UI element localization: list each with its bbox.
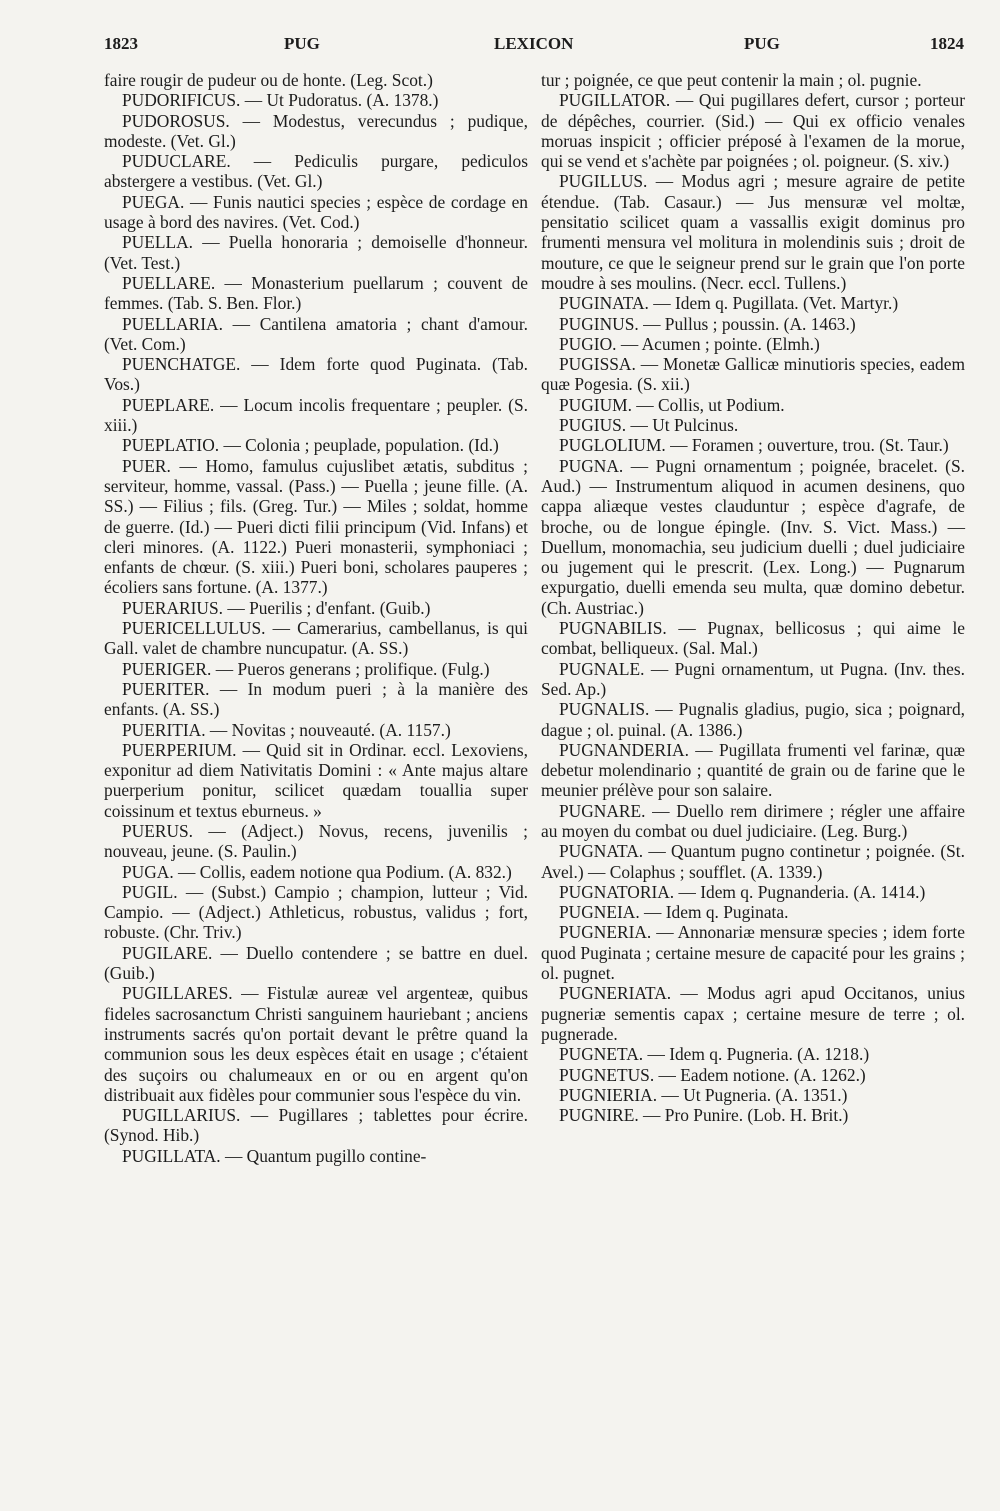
dictionary-entry: PUDOROSUS. — Modestus, verecundus ; pudique, modeste. (Vet. Gl.) bbox=[104, 110, 528, 151]
dictionary-entry: PUELLARE. — Monasterium puellarum ; couvent de femmes. (Tab. S. Ben. Flor.) bbox=[104, 272, 528, 314]
dictionary-entry: PUGILLATA. — Quantum pugillo contine- bbox=[122, 1145, 427, 1166]
dictionary-entry: PUGILLARES. — Fistulæ aureæ vel argenteæ, quibus fideles sacrosanctum Christi sanguinem hauriebant ; anciens instruments sacrés qu'on portait devant le prêtre quand la communion sous les deux espèces était en usage ; c'étaient des suçoirs ou chalumeaux en or ou en argent qu'on distribuait aux fidèles pour communier sous l'espèce du vin. bbox=[104, 983, 528, 1105]
dictionary-entry: PUGNETA. — Idem q. Pugneria. (A. 1218.) bbox=[559, 1044, 870, 1065]
dictionary-entry: PUELLA. — Puella honoraria ; demoiselle d'honneur. (Vet. Test.) bbox=[104, 232, 528, 273]
dictionary-entry: PUERIGER. — Pueros generans ; prolifique. (Fulg.) bbox=[122, 658, 490, 679]
dictionary-entry: PUERARIUS. — Puerilis ; d'enfant. (Guib.) bbox=[122, 597, 431, 618]
dictionary-entry: PUGA. — Collis, eadem notione qua Podium. (A. 832.) bbox=[122, 861, 512, 882]
dictionary-entry: PUGIL. — (Subst.) Campio ; champion, lutteur ; Vid. Campio. — (Adject.) Athleticus, robustus, validus ; fort, robuste. (Chr. Triv.) bbox=[104, 881, 528, 943]
dictionary-entry: PUGNEIA. — Idem q. Puginata. bbox=[559, 902, 789, 923]
dictionary-entry: tur ; poignée, ce que peut contenir la main ; ol. pugnie. bbox=[541, 70, 922, 90]
dictionary-entry: PUENCHATGE. — Idem forte quod Puginata. (Tab. Vos.) bbox=[104, 354, 528, 395]
dictionary-entry: PUGLOLIUM. — Foramen ; ouverture, trou. (St. Taur.) bbox=[559, 435, 949, 456]
dictionary-entry: PUELLARIA. — Cantilena amatoria ; chant d'amour. (Vet. Com.) bbox=[104, 313, 528, 354]
dictionary-entry: PUGNERIA. — Annonariæ mensuræ species ; idem forte quod Puginata ; certaine mesure de capacité pour les grains ; ol. pugnet. bbox=[541, 922, 965, 984]
guide-word-left: PUG bbox=[284, 34, 320, 53]
left-column bbox=[104, 70, 528, 1166]
dictionary-entry: PUGINATA. — Idem q. Pugillata. (Vet. Martyr.) bbox=[559, 293, 899, 314]
dictionary-entry: PUDORIFICUS. — Ut Pudoratus. (A. 1378.) bbox=[122, 90, 439, 111]
dictionary-entry: PUGNALE. — Pugni ornamentum, ut Pugna. (Inv. thes. Sed. Ap.) bbox=[541, 658, 965, 699]
dictionary-entry: PUGNABILIS. — Pugnax, bellicosus ; qui aime le combat, belliqueux. (Sal. Mal.) bbox=[541, 618, 965, 659]
dictionary-entry: PUGILLATOR. — Qui pugillares defert, cursor ; porteur de dépêches, courrier. (Sid.) — Qui ex officio venales moruas inspicit ; officier préposé à l'examen de la morue, qui se vend et s'achète par poignées ; ol. poigneur. (S. xiv.) bbox=[541, 90, 965, 172]
dictionary-entry: PUGIUS. — Ut Pulcinus. bbox=[559, 415, 739, 436]
dictionary-entry: PUERITER. — In modum pueri ; à la manière des enfants. (A. SS.) bbox=[104, 678, 528, 720]
running-header bbox=[104, 34, 964, 60]
dictionary-entry: PUERUS. — (Adject.) Novus, recens, juvenilis ; nouveau, jeune. (S. Paulin.) bbox=[104, 820, 528, 862]
right-column bbox=[541, 70, 965, 1125]
running-title: LEXICON bbox=[494, 34, 574, 53]
guide-word-right: PUG bbox=[744, 34, 780, 53]
dictionary-entry: PUGNA. — Pugni ornamentum ; poignée, bracelet. (S. Aud.) — Instrumentum aliquod in acumen desinens, quo cappa aliæque vestes clauduntur ; espèce d'agrafe, de broche, ou de longue épingle. (Inv. S. Vict. Mass.) — Duellum, monomachia, seu judicium duelli ; duel judiciaire ou jugement qui le prescrit. (Lex. Long.) — Pugnarum expurgatio, duelli emenda seu multa, quæ domino debetur. (Ch. Austriac.) bbox=[541, 455, 965, 618]
dictionary-entry: PUGNETUS. — Eadem notione. (A. 1262.) bbox=[559, 1064, 866, 1085]
dictionary-entry: PUGIUM. — Collis, ut Podium. bbox=[559, 394, 785, 415]
dictionary-entry: PUGNARE. — Duello rem dirimere ; régler une affaire au moyen du combat ou duel judiciaire. (Leg. Burg.) bbox=[541, 800, 965, 841]
dictionary-entry: PUER. — Homo, famulus cujuslibet ætatis, subditus ; serviteur, homme, vassal. (Pass.) — Puella ; jeune fille. (A. SS.) — Filius ; fils. (Greg. Tur.) — Miles ; soldat, homme de guerre. (Id.) — Pueri dicti filii principum (Vid. Infans) et cleri minores. (A. 1122.) Pueri monasterii, symphoniaci ; enfants de chœur. (S. xiii.) Pueri boni, scholares pauperes ; écoliers sans fortune. (A. 1377.) bbox=[104, 455, 528, 598]
dictionary-entry: PUGILLUS. — Modus agri ; mesure agraire de petite étendue. (Tab. Casaur.) — Jus mensuræ vel moltæ, pensitatio scilicet quam a vassallis exigit dominus pro frumenti mensura vel molitura in molendinis suis ; droit de mouture, ce que le seigneur prend sur le grain que l'on porte moudre à ses moulins. (Necr. eccl. Tullens.) bbox=[541, 171, 965, 293]
dictionary-entry: PUEGA. — Funis nautici species ; espèce de cordage en usage à bord des navires. (Vet. Cod.) bbox=[104, 191, 528, 233]
dictionary-entry: PUEPLARE. — Locum incolis frequentare ; peupler. (S. xiii.) bbox=[104, 394, 528, 436]
dictionary-entry: PUGNIRE. — Pro Punire. (Lob. H. Brit.) bbox=[559, 1105, 849, 1126]
dictionary-entry: PUERITIA. — Novitas ; nouveauté. (A. 1157.) bbox=[122, 719, 451, 740]
dictionary-entry: PUGNATORIA. — Idem q. Pugnanderia. (A. 1414.) bbox=[559, 881, 926, 902]
page-number-left: 1823 bbox=[104, 34, 138, 53]
dictionary-entry: PUERPERIUM. — Quid sit in Ordinar. eccl. Lexoviens, exponitur ad diem Nativitatis Domini : « Ante majus altare puerperium ponitur, scilicet quædam touallia super coissinum et textus eburneus. » bbox=[104, 739, 528, 821]
dictionary-entry: PUERICELLULUS. — Camerarius, cambellanus, is qui Gall. valet de chambre nuncupatur. (A. SS.) bbox=[104, 618, 528, 659]
dictionary-entry: PUGISSA. — Monetæ Gallicæ minutioris species, eadem quæ Pogesia. (S. xii.) bbox=[541, 354, 965, 395]
page-number-right: 1824 bbox=[930, 34, 964, 53]
dictionary-entry: PUGIO. — Acumen ; pointe. (Elmh.) bbox=[559, 333, 820, 354]
dictionary-entry: PUGINUS. — Pullus ; poussin. (A. 1463.) bbox=[559, 313, 856, 334]
dictionary-entry: faire rougir de pudeur ou de honte. (Leg. Scot.) bbox=[104, 70, 433, 90]
dictionary-entry: PUGNERIATA. — Modus agri apud Occitanos, unius pugneriæ sementis capax ; certaine mesure de terre ; ol. pugnerade. bbox=[541, 983, 965, 1044]
dictionary-entry: PUGILARE. — Duello contendere ; se battre en duel. (Guib.) bbox=[104, 942, 528, 984]
dictionary-entry: PUGNATA. — Quantum pugno continetur ; poignée. (St. Avel.) — Colaphus ; soufflet. (A. 1339.) bbox=[541, 841, 965, 882]
dictionary-entry: PUGNIERIA. — Ut Pugneria. (A. 1351.) bbox=[559, 1084, 848, 1105]
dictionary-entry: PUGNALIS. — Pugnalis gladius, pugio, sica ; poignard, dague ; ol. puinal. (A. 1386.) bbox=[541, 699, 965, 740]
dictionary-entry: PUGNANDERIA. — Pugillata frumenti vel farinæ, quæ debetur molendinario ; quantité de grain ou de farine que le meunier prélève pour son salaire. bbox=[541, 739, 965, 801]
dictionary-entry: PUEPLATIO. — Colonia ; peuplade, population. (Id.) bbox=[122, 435, 499, 456]
dictionary-entry: PUGILLARIUS. — Pugillares ; tablettes pour écrire. (Synod. Hib.) bbox=[104, 1105, 528, 1146]
dictionary-entry: PUDUCLARE. — Pediculis purgare, pediculos abstergere a vestibus. (Vet. Gl.) bbox=[104, 151, 528, 192]
